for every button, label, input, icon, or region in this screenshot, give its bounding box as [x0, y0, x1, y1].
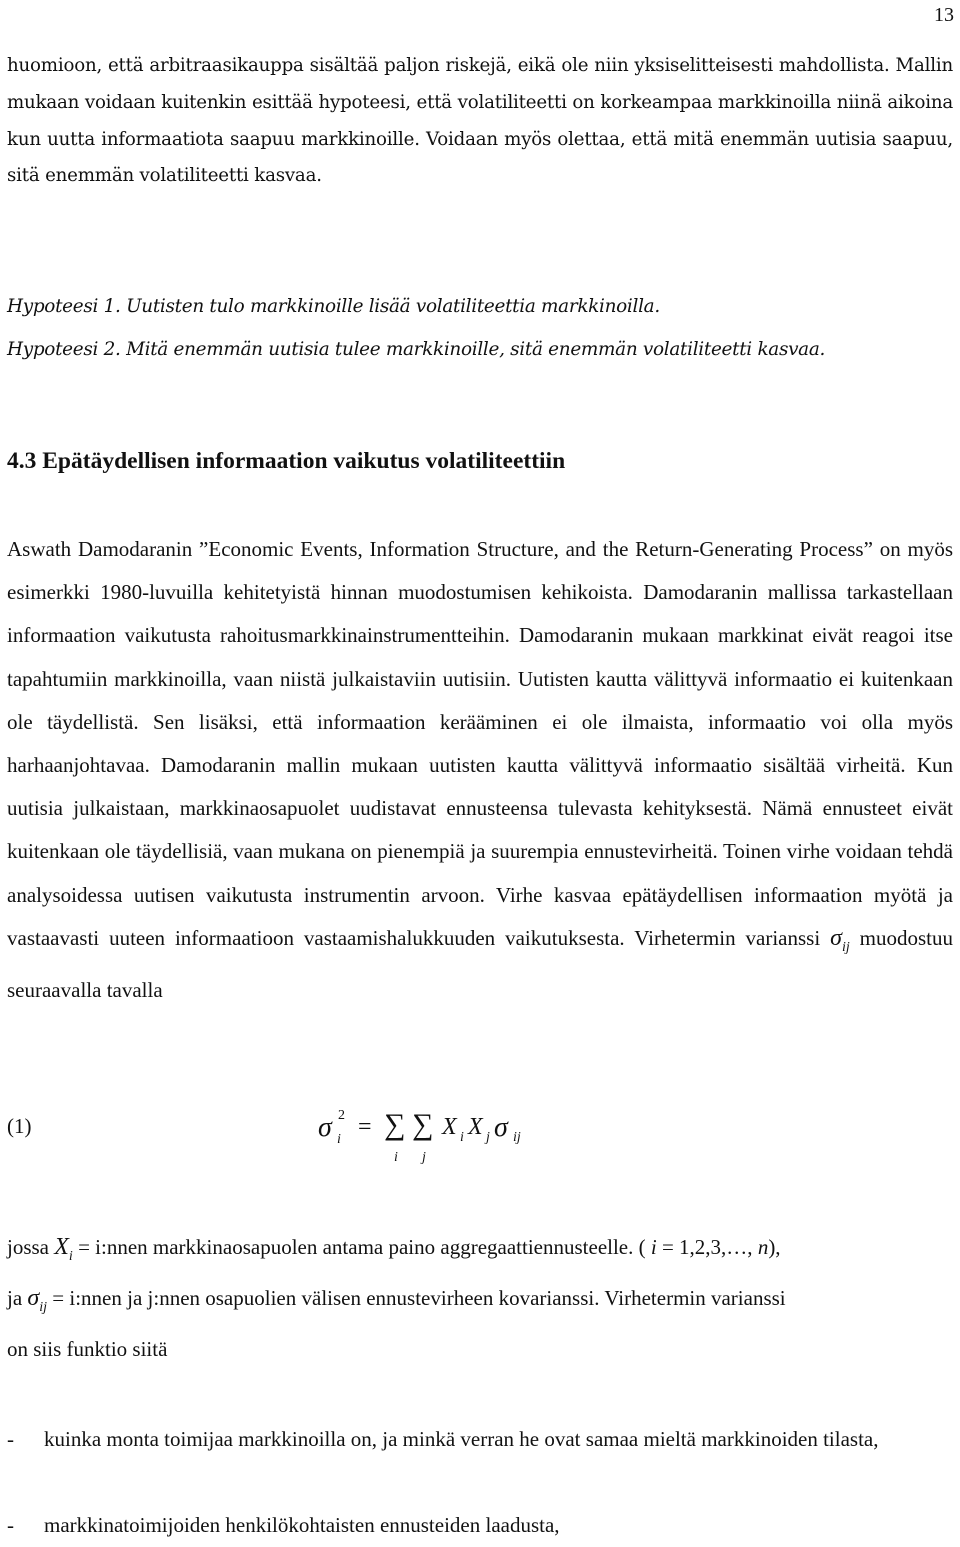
equation-label: (1) — [7, 1114, 32, 1138]
function-line: on siis funktio siitä — [7, 1337, 168, 1361]
bullet-text: markkinatoimijoiden henkilökohtaisten ennusteiden laadusta, — [44, 1513, 560, 1537]
definition-sigma-ij: ja $\sigma_{ij}$ = i:nnen ja j:nnen osapuolien välisen ennustevirheen kovarianssi. Virhetermin varianssi — [7, 1285, 786, 1315]
formula-sigma-ij-sub: ij — [513, 1130, 521, 1145]
paragraph-intro: huomioon, että arbitraasikauppa sisältää paljon riskejä, eikä ole niin yksiselitteisesti mahdollista. Mallin mukaan voidaan kuitenkin esittää hypoteesi, että volatiliteetti on korkeampaa markkinoilla niinä aikoina kun uutta informaatiota saapuu markkinoille. Voidaan myös olettaa, että mitä enemmän uutisia saapuu, sitä enemmän volatiliteetti kasvaa. — [7, 55, 953, 187]
bullet-item — [7, 1418, 953, 1461]
formula-sum-j-index: j — [422, 1150, 426, 1165]
formula-equals: = — [358, 1114, 372, 1140]
variance-formula — [318, 1100, 578, 1170]
formula-sigma: σ — [318, 1112, 332, 1143]
formula-sigma-ij: σ — [494, 1112, 508, 1143]
formula-X-i: X — [442, 1114, 457, 1140]
bullet-dash: - — [7, 1427, 14, 1451]
sigma-ij-inline: $\sigma_{ij}$ — [27, 1285, 48, 1315]
hypothesis-2: Hypoteesi 2. Mitä enemmän uutisia tulee markkinoille, sitä enemmän volatiliteetti kasvaa. — [7, 339, 826, 360]
formula-sum-i: ∑ — [384, 1108, 406, 1141]
formula-sum-j: ∑ — [412, 1108, 434, 1141]
bullet-text: kuinka monta toimijaa markkinoilla on, ja minkä verran he ovat samaa mieltä markkinoiden tilasta, — [44, 1427, 879, 1451]
section-heading: 4.3 Epätäydellisen informaation vaikutus volatiliteettiin — [7, 448, 566, 474]
paragraph-damodaran — [7, 528, 953, 1012]
formula-sum-i-index: i — [394, 1150, 398, 1165]
X-i-symbol: X — [54, 1234, 69, 1260]
definition-X-i: jossa $X_i$ = i:nnen markkinaosapuolen antama paino aggregaattiennusteelle. ( i = 1,2,3,…, n), — [7, 1234, 781, 1264]
formula-square: 2 — [338, 1108, 345, 1123]
formula-X-i-sub: i — [460, 1130, 464, 1145]
formula-sub-i: i — [337, 1132, 341, 1147]
page-number: 13 — [934, 4, 954, 26]
sigma-ij-symbol: $\sigma_{ij}$ — [830, 924, 850, 955]
hypothesis-1: Hypoteesi 1. Uutisten tulo markkinoille lisää volatiliteettia markkinoilla. — [7, 296, 660, 317]
paragraph-damodaran-end: muodostuu seuraavalla tavalla — [7, 925, 954, 1003]
formula-X-j-sub: j — [486, 1130, 490, 1145]
paragraph-damodaran-text: Aswath Damodaranin ”Economic Events, Information Structure, and the Return-Generating Process” on myös esimerkki 1980-luvuilla kehitetyistä hinnan muodostumisen kehikoista. Damodaranin mallissa tarkastellaan informaation vaikutusta rahoitusmarkkinainstrumentteihin. Damodaranin mukaan markkinat eivät reagoi itse tapahtumiin markkinoilla, vaan niistä julkaistaviin uutisiin. Uutisten kautta välittyvä informaatio ei kuitenkaan ole täydellistä. Sen lisäksi, että informaation kerääminen ei ole ilmaista, informaatio voi olla myös harhaanjohtavaa. Damodaranin mallin mukaan uutisten kautta välittyvä informaatio sisältää virheitä. Kun uutisia julkaistaan, markkinaosapuolet uudistavat ennusteensa tulevasta kehityksestä. Nämä ennusteet eivät kuitenkaan ole täydellisiä, vaan mukana on pienempiä ja suurempia ennustevirheitä. Toinen virhe voidaan tehdä analysoidessa uutisen vaikutusta instrumentin arvoon. Virhe kasvaa epätäydellisen informaation myötä ja vastaavasti uuteen informaatioon vastaamishalukkuuden vaikutuksesta. Virhetermin varianssi — [7, 537, 953, 950]
formula-X-j: X — [468, 1114, 483, 1140]
bullet-dash: - — [7, 1513, 14, 1537]
